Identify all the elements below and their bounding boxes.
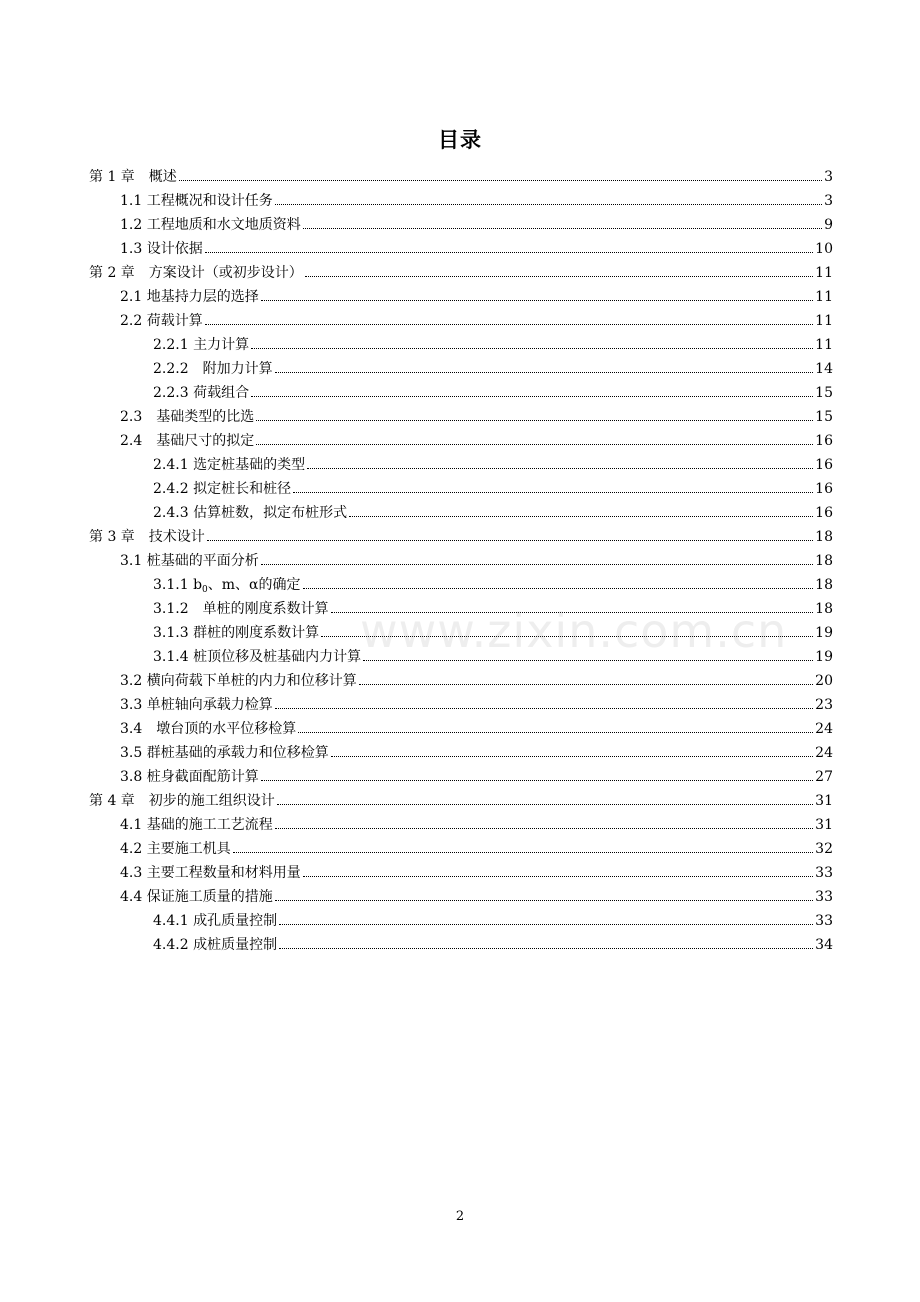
dot-leader xyxy=(179,180,822,181)
toc-entry[interactable] xyxy=(89,522,833,546)
toc-entry-page: 33 xyxy=(815,865,833,881)
toc-entry-label: 2.4.2 拟定桩长和桩径 xyxy=(153,481,292,497)
toc-entry-page: 24 xyxy=(815,745,833,761)
toc-entry[interactable] xyxy=(120,306,833,330)
toc-entry-page: 19 xyxy=(815,625,833,641)
dot-leader xyxy=(251,396,813,397)
toc-title: 目录 xyxy=(438,127,482,152)
toc-entry-label: 1.2 工程地质和水文地质资料 xyxy=(120,217,301,233)
toc-entry-page: 19 xyxy=(815,649,833,665)
toc-entry[interactable] xyxy=(153,594,833,618)
watermark: www.zixin.com.cn xyxy=(360,604,788,658)
toc-entry[interactable] xyxy=(120,426,833,450)
dot-leader xyxy=(279,948,813,949)
toc-entry-label: 2.4.3 估算桩数，拟定布桩形式 xyxy=(153,505,348,521)
toc-entry-page: 27 xyxy=(815,769,833,785)
toc-entry-page: 11 xyxy=(815,313,833,329)
toc-entry-page: 16 xyxy=(815,433,833,449)
toc-entry-page: 18 xyxy=(815,529,833,545)
toc-entry-label: 3.2 横向荷载下单桩的内力和位移计算 xyxy=(120,673,357,689)
toc-entry-page: 3 xyxy=(824,193,833,209)
toc-entry-label: 3.4 墩台顶的水平位移检算 xyxy=(120,721,297,737)
toc-entry[interactable] xyxy=(153,570,833,594)
toc-entry-label: 2.4.1 选定桩基础的类型 xyxy=(153,457,306,473)
dot-leader xyxy=(363,660,813,661)
toc-entry-page: 20 xyxy=(815,673,833,689)
toc-entry-page: 15 xyxy=(815,409,833,425)
toc-entry[interactable] xyxy=(89,162,833,186)
toc-entry-label: 4.4.2 成桩质量控制 xyxy=(153,937,278,953)
dot-leader xyxy=(275,372,814,373)
toc-entry[interactable] xyxy=(120,234,833,258)
dot-leader xyxy=(349,516,813,517)
toc-entry-label: 第 2 章 方案设计（或初步设计） xyxy=(89,265,303,281)
dot-leader xyxy=(303,588,814,589)
dot-leader xyxy=(331,612,814,613)
dot-leader xyxy=(256,420,813,421)
toc-entry[interactable] xyxy=(120,666,833,690)
toc-entry[interactable] xyxy=(120,186,833,210)
toc-entry-page: 18 xyxy=(815,577,833,593)
toc-entry-page: 31 xyxy=(815,817,833,833)
dot-leader xyxy=(303,228,822,229)
dot-leader xyxy=(359,684,813,685)
toc-entry-page: 14 xyxy=(815,361,833,377)
toc-entry-page: 23 xyxy=(815,697,833,713)
toc-entry-label: 1.3 设计依据 xyxy=(120,241,203,257)
toc-entry-label: 第 1 章 概述 xyxy=(89,169,177,185)
toc-entry-label: 第 4 章 初步的施工组织设计 xyxy=(89,793,275,809)
toc-entry[interactable] xyxy=(120,714,833,738)
toc-entry-page: 18 xyxy=(815,601,833,617)
toc-entry[interactable] xyxy=(120,546,833,570)
toc-entry-label: 2.2.1 主力计算 xyxy=(153,337,250,353)
dot-leader xyxy=(321,636,813,637)
toc-entry[interactable] xyxy=(153,330,833,354)
toc-entry-label: 3.3 单桩轴向承载力检算 xyxy=(120,697,273,713)
toc-entry-label: 3.8 桩身截面配筋计算 xyxy=(120,769,259,785)
dot-leader xyxy=(261,564,813,565)
toc-entry[interactable] xyxy=(153,378,833,402)
toc-entry-page: 33 xyxy=(815,889,833,905)
toc-entry-page: 24 xyxy=(815,721,833,737)
dot-leader xyxy=(298,732,813,733)
dot-leader xyxy=(279,924,813,925)
toc-entry-label: 3.1 桩基础的平面分析 xyxy=(120,553,259,569)
toc-entry-page: 31 xyxy=(815,793,833,809)
dot-leader xyxy=(275,900,813,901)
toc-entry-page: 34 xyxy=(815,937,833,953)
toc-entry[interactable] xyxy=(153,618,833,642)
toc-entry-label: 3.1.1 $b_0$、m、α的确定 xyxy=(153,577,301,595)
dot-leader xyxy=(303,876,813,877)
toc-entry[interactable] xyxy=(120,738,833,762)
toc-entry-label: 2.2.2 附加力计算 xyxy=(153,361,273,377)
toc-entry[interactable] xyxy=(153,474,833,498)
dot-leader xyxy=(205,252,813,253)
toc-entry-page: 16 xyxy=(815,481,833,497)
dot-leader xyxy=(293,492,813,493)
toc-entry[interactable] xyxy=(89,258,833,282)
dot-leader xyxy=(251,348,813,349)
toc-entry[interactable] xyxy=(120,858,833,882)
toc-entry[interactable] xyxy=(120,810,833,834)
toc-entry-label: 2.2 荷载计算 xyxy=(120,313,203,329)
toc-entry-label: 2.2.3 荷载组合 xyxy=(153,385,250,401)
toc-entry-page: 9 xyxy=(824,217,833,233)
dot-leader xyxy=(233,852,813,853)
toc-entry-label: 4.3 主要工程数量和材料用量 xyxy=(120,865,301,881)
toc-entry[interactable] xyxy=(120,882,833,906)
toc-entry[interactable] xyxy=(89,786,833,810)
toc-entry-label: 3.1.4 桩顶位移及桩基础内力计算 xyxy=(153,649,362,665)
dot-leader xyxy=(275,204,822,205)
toc-entry[interactable] xyxy=(153,354,833,378)
dot-leader xyxy=(261,300,813,301)
toc-entry[interactable] xyxy=(120,762,833,786)
toc-entry[interactable] xyxy=(120,834,833,858)
toc-entry-page: 15 xyxy=(815,385,833,401)
toc-entry[interactable] xyxy=(120,210,833,234)
toc-entry[interactable] xyxy=(120,282,833,306)
dot-leader xyxy=(256,444,813,445)
toc-entry-label: 4.4 保证施工质量的措施 xyxy=(120,889,273,905)
toc-entry[interactable] xyxy=(153,930,833,954)
toc-entry-label: 第 3 章 技术设计 xyxy=(89,529,205,545)
dot-leader xyxy=(261,780,813,781)
dot-leader xyxy=(275,828,813,829)
page-number: 2 xyxy=(455,1209,465,1224)
toc-entry[interactable] xyxy=(153,642,833,666)
toc-entry[interactable] xyxy=(153,498,833,522)
toc-entry[interactable] xyxy=(153,906,833,930)
dot-leader xyxy=(307,468,813,469)
toc-entry[interactable] xyxy=(120,690,833,714)
toc-entry-page: 3 xyxy=(824,169,833,185)
toc-entry-page: 11 xyxy=(815,289,833,305)
toc-entry-label: 3.5 群桩基础的承载力和位移检算 xyxy=(120,745,329,761)
toc-entry-page: 16 xyxy=(815,505,833,521)
toc-entry-label: 1.1 工程概况和设计任务 xyxy=(120,193,273,209)
toc-entry-page: 10 xyxy=(815,241,833,257)
toc-entry-page: 32 xyxy=(815,841,833,857)
dot-leader xyxy=(275,708,813,709)
toc-entry-page: 11 xyxy=(815,337,833,353)
dot-leader xyxy=(277,804,813,805)
dot-leader xyxy=(331,756,813,757)
toc-entry-label: 2.4 基础尺寸的拟定 xyxy=(120,433,255,449)
toc-entry-label: 2.1 地基持力层的选择 xyxy=(120,289,259,305)
toc-entry-page: 18 xyxy=(815,553,833,569)
toc-entry-label: 4.4.1 成孔质量控制 xyxy=(153,913,278,929)
dot-leader xyxy=(305,276,813,277)
toc-entry-page: 11 xyxy=(815,265,833,281)
toc-entry[interactable] xyxy=(120,402,833,426)
toc-entry-label: 4.2 主要施工机具 xyxy=(120,841,231,857)
toc-entry-page: 33 xyxy=(815,913,833,929)
toc-entry[interactable] xyxy=(153,450,833,474)
toc-entry-page: 16 xyxy=(815,457,833,473)
toc-entry-label: 3.1.2 单桩的刚度系数计算 xyxy=(153,601,329,617)
toc-entry-label: 3.1.3 群桩的刚度系数计算 xyxy=(153,625,320,641)
toc-entry-label: 4.1 基础的施工工艺流程 xyxy=(120,817,273,833)
toc-entry-label: 2.3 基础类型的比选 xyxy=(120,409,255,425)
dot-leader xyxy=(207,540,813,541)
dot-leader xyxy=(205,324,813,325)
